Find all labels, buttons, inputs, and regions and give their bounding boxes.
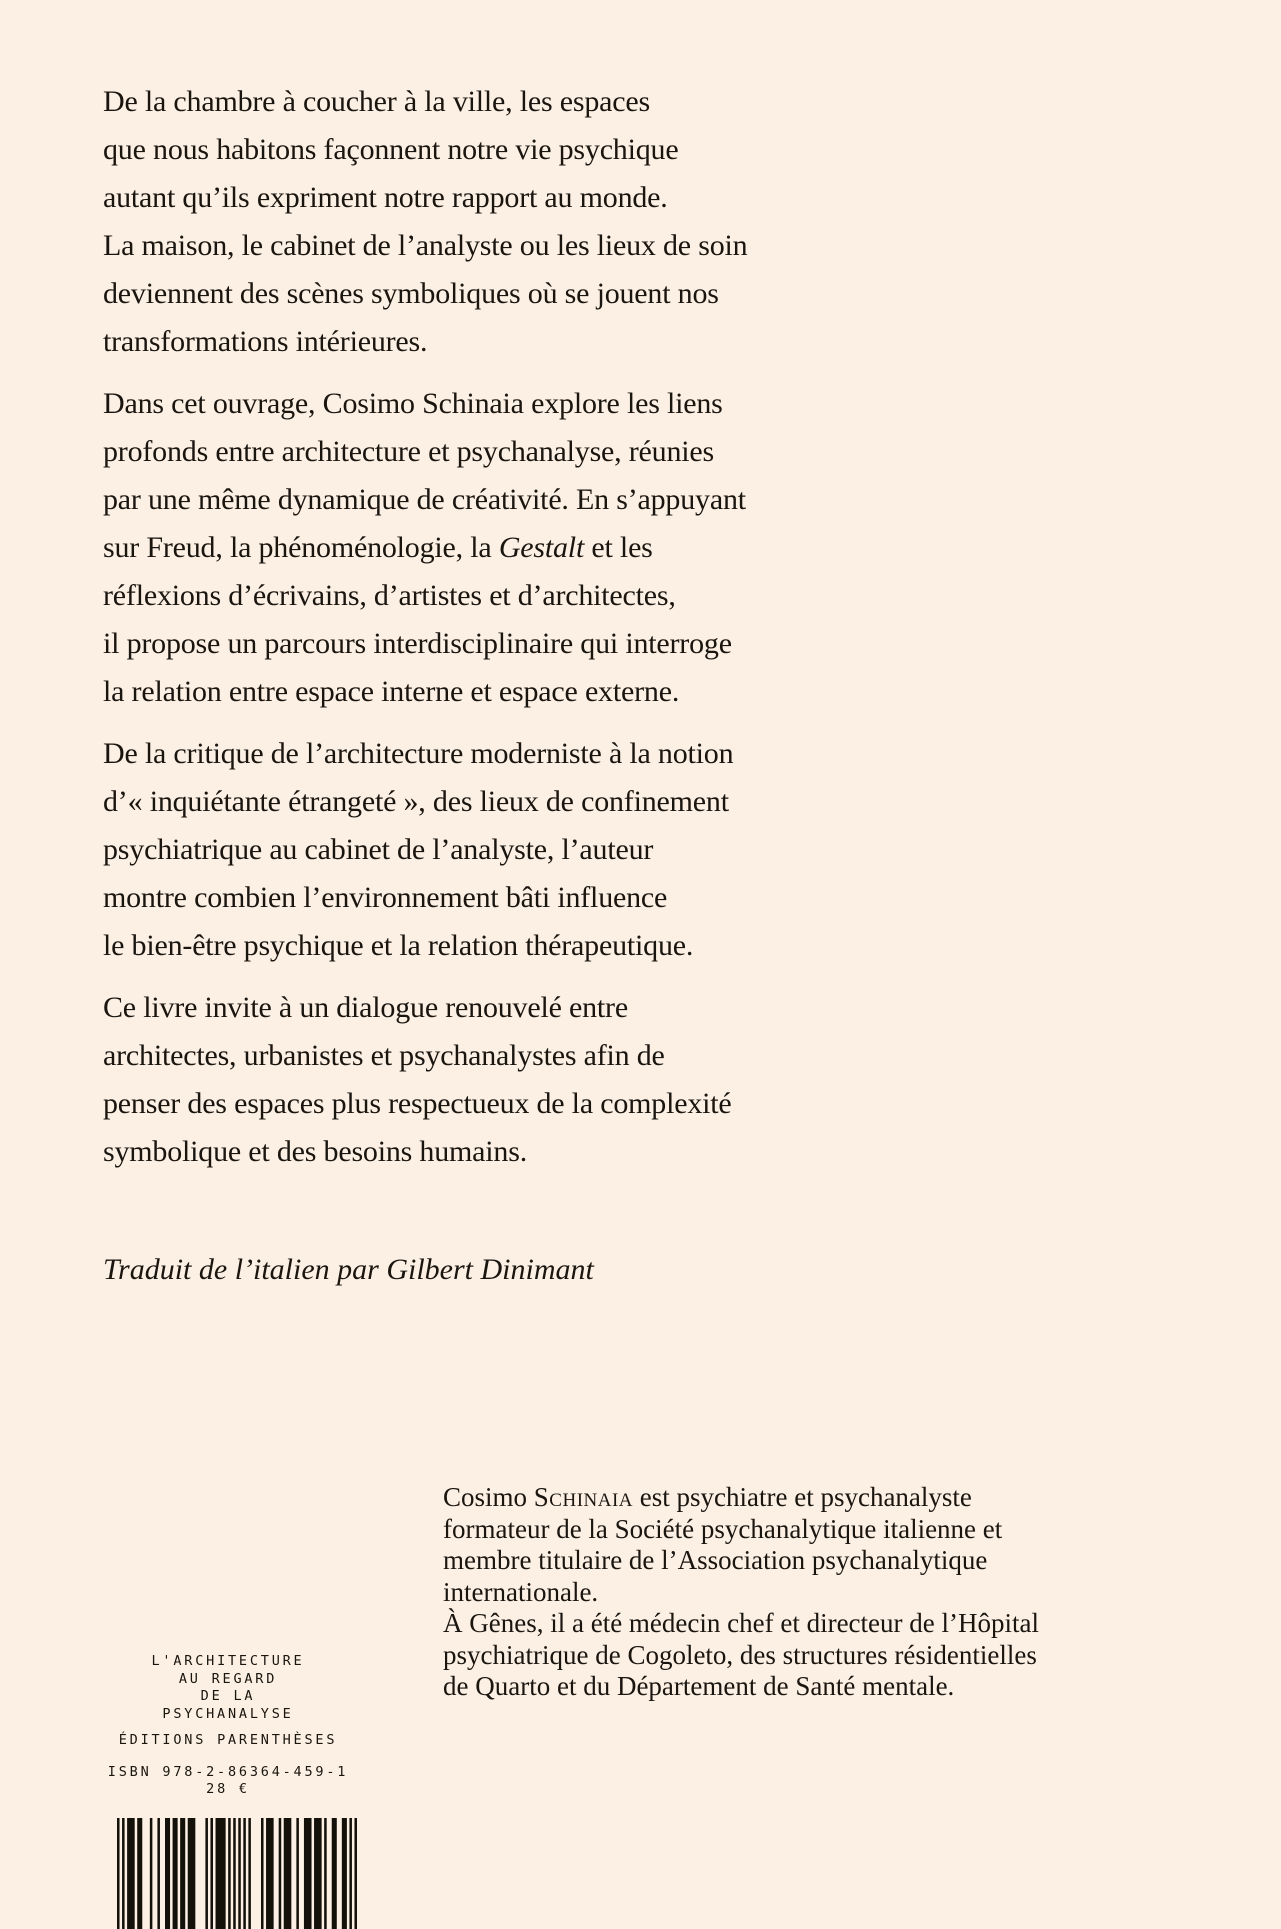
synopsis-paragraph-1: De la chambre à coucher à la ville, les espaces que nous habitons façonnent notre vie psychique autant qu’ils expriment notre rapport au monde. La maison, le cabinet de l’analyste ou les lieux de soin deviennent des scènes symboliques où se jouent nos transformations intérieures. xyxy=(103,85,748,358)
author-name: Schinaia xyxy=(533,1482,634,1512)
author-bio-text: Cosimo xyxy=(443,1482,534,1512)
synopsis-paragraph-2-text: Dans cet ouvrage, Cosimo Schinaia explore les liens profonds entre architecture et psychanalyse, réunies par une même dynamique de créativité. En s’appuyant sur Freud, la phénoménologie, la xyxy=(103,387,746,564)
imprint-block xyxy=(96,1653,360,1799)
isbn: ISBN 978-2-86364-459-1 xyxy=(107,1763,349,1780)
author-bio xyxy=(443,1482,1163,1703)
barcode xyxy=(117,1818,357,1929)
price: 28 € xyxy=(206,1781,250,1797)
publisher-name: ÉDITIONS PARENTHÈSES xyxy=(118,1732,338,1748)
synopsis-paragraph-2-text: et les réflexions d’écrivains, d’artistes et d’architectes, il propose un parcours interdisciplinaire qui interroge la relation entre espace interne et espace externe. xyxy=(103,531,732,708)
synopsis-paragraph-4: Ce livre invite à un dialogue renouvelé entre architectes, urbanistes et psychanalystes afin de penser des espaces plus respectueux de la complexité symbolique et des besoins humains. xyxy=(103,991,732,1168)
synopsis-paragraph-3: De la critique de l’architecture moderniste à la notion d’« inquiétante étrangeté », des lieux de confinement psychiatrique au cabinet de l’analyste, l’auteur montre combien l’environnement bâti influence le bien-être psychique et la relation thérapeutique. xyxy=(103,737,734,962)
author-bio-text: est psychiatre et psychanalyste formateur de la Société psychanalytique italienne et membre titulaire de l’Association psychanalytique internationale. À Gênes, il a été médecin chef et directeur de l’Hôpital psychiatrique de Cogoleto, des structures résidentielles de Quarto et du Département de Santé mentale. xyxy=(443,1482,1039,1701)
series-title: L'ARCHITECTURE AU REGARD DE LA PSYCHANALYSE xyxy=(151,1653,305,1722)
synopsis-paragraph-2 xyxy=(103,380,1003,716)
italic-term: Gestalt xyxy=(498,531,585,564)
synopsis xyxy=(103,78,1003,1190)
translator-credit: Traduit de l’italien par Gilbert Dinimant xyxy=(103,1253,594,1286)
